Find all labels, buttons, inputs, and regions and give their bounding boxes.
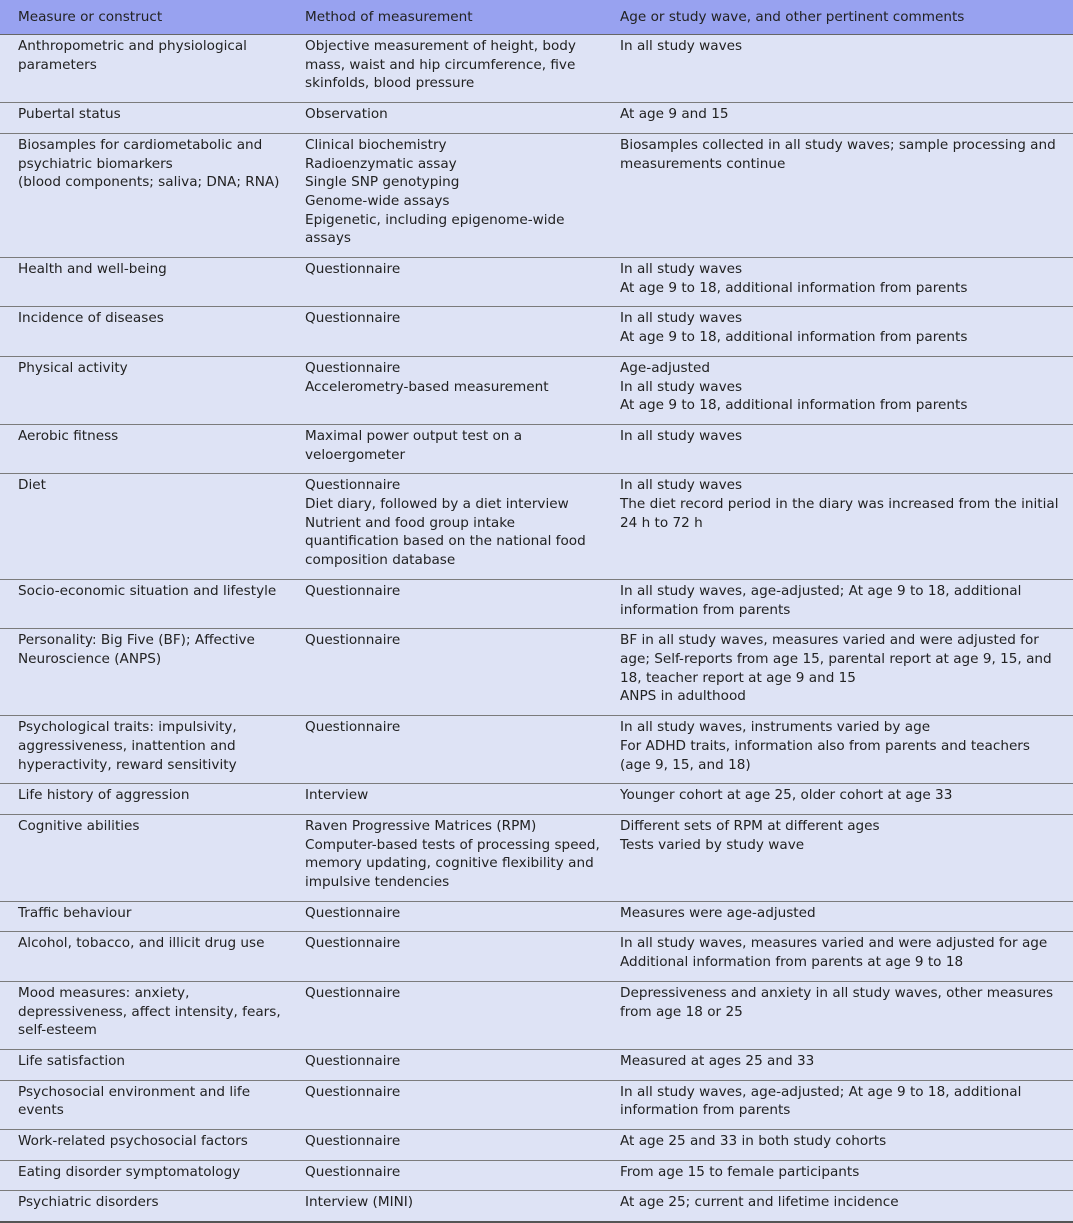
table-row — [0, 784, 1073, 815]
comments-cell — [617, 814, 1073, 901]
method-cell — [301, 1160, 617, 1191]
method-cell — [301, 579, 617, 628]
cell-text-line: Neuroscience (ANPS) — [18, 650, 162, 667]
cell-text-line: In all study waves, instruments varied by age — [620, 719, 931, 736]
comments-cell — [617, 258, 1073, 307]
cell-text-line: information from parents — [620, 601, 791, 618]
comments-cell — [617, 474, 1073, 580]
cell-text-line: Different sets of RPM at different ages — [620, 817, 880, 834]
cell-text-line: parameters — [18, 56, 97, 73]
cell-text-line: Life satisfaction — [18, 1052, 126, 1069]
cell-text-line: Health and well-being — [18, 261, 167, 278]
table-row — [0, 901, 1073, 932]
cell-text-line: Pubertal status — [18, 106, 121, 123]
cell-text-line: In all study waves — [620, 427, 743, 444]
cell-text-line: Depressiveness and anxiety in all study waves, other measures — [620, 984, 1054, 1001]
cell-text-line: events — [18, 1102, 64, 1119]
cell-text-line: Questionnaire — [305, 935, 401, 952]
measure-cell — [0, 1130, 301, 1161]
cell-text-line: assays — [305, 230, 351, 247]
comments-cell — [617, 1049, 1073, 1080]
cell-text-line: (blood components; saliva; DNA; RNA) — [18, 174, 280, 191]
method-cell — [301, 716, 617, 784]
table-body — [0, 35, 1073, 1223]
comments-cell — [617, 932, 1073, 981]
method-cell — [301, 424, 617, 473]
method-cell — [301, 1191, 617, 1222]
table-row — [0, 35, 1073, 103]
measure-cell — [0, 103, 301, 134]
measure-cell — [0, 1080, 301, 1129]
header-row — [0, 0, 1073, 35]
comments-cell — [617, 784, 1073, 815]
cell-text-line: Computer-based tests of processing speed, — [305, 836, 600, 853]
cell-text-line: In all study waves — [620, 38, 743, 54]
cell-text-line: Questionnaire — [305, 632, 401, 649]
cell-text-line: Additional information from parents at age 9 to 18 — [620, 954, 964, 971]
cell-text-line: Tests varied by study wave — [620, 836, 805, 853]
cell-text-line: aggressiveness, inattention and — [18, 737, 236, 754]
cell-text-line: At age 9 to 18, additional information from parents — [620, 279, 968, 296]
measure-cell — [0, 1049, 301, 1080]
cell-text-line: Questionnaire — [305, 719, 401, 736]
table-row — [0, 356, 1073, 424]
cell-text-line: quantification based on the national food — [305, 533, 586, 550]
comments-cell — [617, 1160, 1073, 1191]
cell-text-line: Eating disorder symptomatology — [18, 1163, 241, 1180]
comments-cell — [617, 307, 1073, 356]
comments-cell — [617, 579, 1073, 628]
measure-cell — [0, 474, 301, 580]
cell-text-line: (age 9, 15, and 18) — [620, 756, 751, 773]
table-row — [0, 258, 1073, 307]
cell-text-line: Questionnaire — [305, 1133, 401, 1150]
comments-cell — [617, 133, 1073, 257]
cell-text-line: Questionnaire — [305, 261, 401, 278]
method-cell — [301, 1130, 617, 1161]
cell-text-line: Psychosocial environment and life — [18, 1083, 251, 1100]
table-row — [0, 1191, 1073, 1222]
method-cell — [301, 356, 617, 424]
measure-cell — [0, 356, 301, 424]
method-cell — [301, 1049, 617, 1080]
cell-text-line: Questionnaire — [305, 984, 401, 1001]
method-cell — [301, 35, 617, 103]
comments-cell — [617, 1080, 1073, 1129]
method-cell — [301, 784, 617, 815]
cell-text-line: In all study waves — [620, 261, 743, 278]
cell-text-line: Diet — [18, 477, 46, 494]
header-measure: Measure or construct — [0, 0, 301, 35]
cell-text-line: Physical activity — [18, 359, 128, 376]
cell-text-line: Biosamples for cardiometabolic and — [18, 136, 263, 153]
method-cell — [301, 981, 617, 1049]
measure-cell — [0, 133, 301, 257]
cell-text-line: composition database — [305, 552, 456, 569]
header-comments: Age or study wave, and other pertinent comments — [617, 0, 1073, 35]
measure-cell — [0, 629, 301, 716]
table-row — [0, 103, 1073, 134]
header-method: Method of measurement — [301, 0, 617, 35]
method-cell — [301, 1080, 617, 1129]
cell-text-line: Interview — [305, 787, 369, 804]
table-row — [0, 629, 1073, 716]
table-header — [0, 0, 1073, 35]
cell-text-line: Aerobic fitness — [18, 427, 119, 444]
method-cell — [301, 629, 617, 716]
cell-text-line: Mood measures: anxiety, — [18, 984, 190, 1001]
measure-cell — [0, 784, 301, 815]
cell-text-line: age; Self-reports from age 15, parental report at age 9, 15, and — [620, 650, 1052, 667]
cell-text-line: Questionnaire — [305, 904, 401, 921]
cell-text-line: Biosamples collected in all study waves; sample processing and — [620, 136, 1056, 153]
cell-text-line: Questionnaire — [305, 1163, 401, 1180]
comments-cell — [617, 981, 1073, 1049]
cell-text-line: Objective measurement of height, body — [305, 38, 576, 54]
cell-text-line: Radioenzymatic assay — [305, 155, 457, 172]
table-row — [0, 307, 1073, 356]
measure-cell — [0, 716, 301, 784]
cell-text-line: veloergometer — [305, 446, 406, 463]
cell-text-line: impulsive tendencies — [305, 874, 450, 891]
cell-text-line: Questionnaire — [305, 310, 401, 327]
cell-text-line: 24 h to 72 h — [620, 514, 703, 531]
cell-text-line: Nutrient and food group intake — [305, 514, 515, 531]
cell-text-line: Single SNP genotyping — [305, 174, 460, 191]
measure-cell — [0, 307, 301, 356]
comments-cell — [617, 356, 1073, 424]
measure-cell — [0, 424, 301, 473]
cell-text-line: At age 25 and 33 in both study cohorts — [620, 1133, 887, 1150]
table-row — [0, 981, 1073, 1049]
cell-text-line: Age-adjusted — [620, 359, 710, 376]
measure-cell — [0, 258, 301, 307]
table-row — [0, 932, 1073, 981]
cell-text-line: Raven Progressive Matrices (RPM) — [305, 817, 537, 834]
cell-text-line: Cognitive abilities — [18, 817, 140, 834]
cell-text-line: Questionnaire — [305, 582, 401, 599]
table-row — [0, 1130, 1073, 1161]
measure-cell — [0, 35, 301, 103]
cell-text-line: Questionnaire — [305, 477, 401, 494]
comments-cell — [617, 716, 1073, 784]
measure-cell — [0, 901, 301, 932]
measure-cell — [0, 1160, 301, 1191]
method-cell — [301, 103, 617, 134]
table-row — [0, 1049, 1073, 1080]
comments-cell — [617, 901, 1073, 932]
cell-text-line: Interview (MINI) — [305, 1194, 414, 1211]
cell-text-line: memory updating, cognitive flexibility and — [305, 855, 594, 872]
cell-text-line: Questionnaire — [305, 359, 401, 376]
method-cell — [301, 932, 617, 981]
cell-text-line: self-esteem — [18, 1022, 97, 1039]
cell-text-line: At age 25; current and lifetime incidence — [620, 1194, 899, 1211]
cell-text-line: psychiatric biomarkers — [18, 155, 173, 172]
cell-text-line: In all study waves, age-adjusted; At age 9 to 18, additional — [620, 1083, 1022, 1100]
comments-cell — [617, 629, 1073, 716]
method-cell — [301, 474, 617, 580]
cell-text-line: From age 15 to female participants — [620, 1163, 860, 1180]
cell-text-line: Questionnaire — [305, 1083, 401, 1100]
cell-text-line: ANPS in adulthood — [620, 688, 746, 705]
cell-text-line: In all study waves — [620, 477, 743, 494]
measure-cell — [0, 932, 301, 981]
cell-text-line: Alcohol, tobacco, and illicit drug use — [18, 935, 265, 952]
comments-cell — [617, 1191, 1073, 1222]
cell-text-line: Psychological traits: impulsivity, — [18, 719, 237, 736]
method-cell — [301, 258, 617, 307]
comments-cell — [617, 1130, 1073, 1161]
comments-cell — [617, 424, 1073, 473]
cell-text-line: measurements continue — [620, 155, 786, 172]
cell-text-line: Socio-economic situation and lifestyle — [18, 582, 277, 599]
table-row — [0, 474, 1073, 580]
cell-text-line: Life history of aggression — [18, 787, 190, 804]
cell-text-line: Anthropometric and physiological — [18, 38, 247, 54]
table-row — [0, 1080, 1073, 1129]
cell-text-line: depressiveness, affect intensity, fears, — [18, 1003, 281, 1020]
measure-cell — [0, 1191, 301, 1222]
cell-text-line: At age 9 to 18, additional information from parents — [620, 329, 968, 346]
cell-text-line: Traffic behaviour — [18, 904, 132, 921]
table-row — [0, 716, 1073, 784]
cell-text-line: Measured at ages 25 and 33 — [620, 1052, 815, 1069]
method-cell — [301, 814, 617, 901]
cell-text-line: In all study waves, measures varied and were adjusted for age — [620, 935, 1048, 952]
cell-text-line: Epigenetic, including epigenome-wide — [305, 211, 565, 228]
cell-text-line: Diet diary, followed by a diet interview — [305, 496, 569, 513]
cell-text-line: Incidence of diseases — [18, 310, 164, 327]
cell-text-line: from age 18 or 25 — [620, 1003, 743, 1020]
cell-text-line: information from parents — [620, 1102, 791, 1119]
cell-text-line: In all study waves, age-adjusted; At age 9 to 18, additional — [620, 582, 1022, 599]
table-row — [0, 1160, 1073, 1191]
cell-text-line: For ADHD traits, information also from parents and teachers — [620, 737, 1030, 754]
table-row — [0, 133, 1073, 257]
cell-text-line: Psychiatric disorders — [18, 1194, 159, 1211]
measure-cell — [0, 579, 301, 628]
method-cell — [301, 901, 617, 932]
table-row — [0, 579, 1073, 628]
cell-text-line: 18, teacher report at age 9 and 15 — [620, 669, 856, 686]
cell-text-line: Maximal power output test on a — [305, 427, 523, 444]
cell-text-line: The diet record period in the diary was increased from the initial — [620, 496, 1059, 513]
measure-cell — [0, 981, 301, 1049]
cell-text-line: skinfolds, blood pressure — [305, 75, 475, 92]
cell-text-line: In all study waves — [620, 378, 743, 395]
cell-text-line: Measures were age-adjusted — [620, 904, 816, 921]
cell-text-line: Personality: Big Five (BF); Affective — [18, 632, 255, 649]
cell-text-line: Clinical biochemistry — [305, 136, 447, 153]
cell-text-line: hyperactivity, reward sensitivity — [18, 756, 237, 773]
cell-text-line: Accelerometry-based measurement — [305, 378, 549, 395]
table-row — [0, 814, 1073, 901]
cell-text-line: Genome-wide assays — [305, 192, 450, 209]
measure-cell — [0, 814, 301, 901]
comments-cell — [617, 103, 1073, 134]
cell-text-line: Younger cohort at age 25, older cohort at age 33 — [620, 787, 953, 804]
cell-text-line: At age 9 to 18, additional information from parents — [620, 397, 968, 414]
cell-text-line: Work-related psychosocial factors — [18, 1133, 248, 1150]
cell-text-line: Questionnaire — [305, 1052, 401, 1069]
cell-text-line: At age 9 and 15 — [620, 106, 729, 123]
method-cell — [301, 133, 617, 257]
cell-text-line: BF in all study waves, measures varied and were adjusted for — [620, 632, 1039, 649]
method-cell — [301, 307, 617, 356]
cell-text-line: Observation — [305, 106, 388, 123]
cell-text-line: In all study waves — [620, 310, 743, 327]
table-row — [0, 424, 1073, 473]
comments-cell — [617, 35, 1073, 103]
cell-text-line: mass, waist and hip circumference, five — [305, 56, 576, 73]
